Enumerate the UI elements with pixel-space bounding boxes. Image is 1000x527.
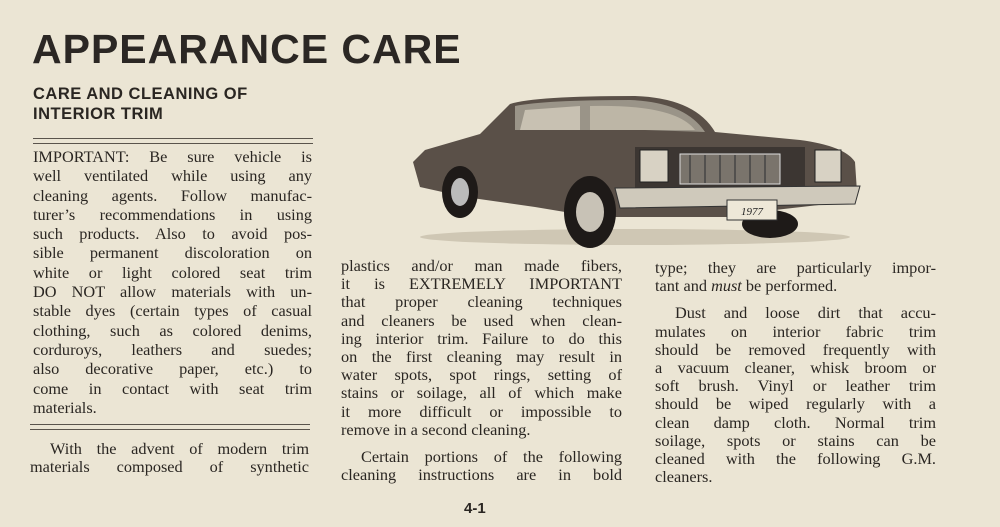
text-line: sible permanent discoloration on — [33, 243, 312, 263]
text-line: remove in a second cleaning. — [341, 419, 531, 439]
text-line: on the first cleaning may result in — [341, 347, 622, 367]
section-heading-line: CARE AND CLEANING OF — [33, 85, 248, 103]
text-line: clean damp cloth. Normal trim — [655, 412, 936, 432]
text-line: materials. — [33, 397, 97, 417]
text-line: type; they are particularly impor- — [655, 258, 936, 277]
divider — [33, 138, 313, 144]
text-line: mulates on interior fabric trim — [655, 321, 936, 341]
column-2 — [341, 257, 622, 484]
divider — [30, 424, 310, 430]
text-line: such products. Also to avoid pos- — [33, 224, 312, 244]
car-illustration — [405, 92, 865, 252]
text-line: it more difficult or impossible to — [341, 401, 622, 421]
important-notice — [33, 147, 312, 417]
text-line: it is EXTREMELY IMPORTANT — [341, 274, 622, 294]
text-line — [655, 277, 936, 295]
paragraph — [30, 440, 309, 476]
text-line: materials composed of synthetic — [30, 457, 309, 477]
text-line: soft brush. Vinyl or leather trim — [655, 376, 936, 396]
column-3 — [655, 259, 936, 486]
text-line: IMPORTANT: Be sure vehicle is — [33, 147, 312, 166]
text-line: should be removed frequently with — [655, 339, 936, 359]
emphasis: must — [711, 276, 742, 296]
text-line: should be wiped regularly with a — [655, 394, 936, 414]
text-line: turer’s recommendations in using — [33, 204, 312, 224]
text-line: well ventilated while using any — [33, 166, 312, 186]
text-line: stable dyes (certain types of casual — [33, 301, 312, 321]
page-number: 4-1 — [464, 500, 486, 517]
text-line: also decorative paper, etc.) to — [33, 359, 312, 379]
text-line: cleaners. — [655, 467, 713, 487]
license-plate: 1977 — [741, 206, 763, 218]
text-line: With the advent of modern trim — [50, 439, 309, 458]
text-line: soilage, spots or stains can be — [655, 430, 936, 450]
text-line: clothing, such as colored denims, — [33, 320, 312, 340]
text-line: come in contact with seat trim — [33, 378, 312, 398]
text-line: that proper cleaning techniques — [341, 292, 622, 312]
section-heading-line: INTERIOR TRIM — [33, 105, 164, 123]
text-line: Dust and loose dirt that accu- — [675, 303, 936, 323]
section-heading — [33, 84, 248, 124]
text-line: stains or soilage, all of which make — [341, 383, 622, 403]
text-line: ing interior trim. Failure to do this — [341, 328, 622, 348]
text-segment: be performed. — [741, 276, 838, 296]
text-line: white or light colored seat trim — [33, 262, 312, 282]
text-segment: tant and — [655, 276, 712, 296]
text-line: cleaned with the following G.M. — [655, 449, 936, 469]
text-line: plastics and/or man made fibers, — [341, 256, 622, 275]
text-line: corduroys, leathers and suedes; — [33, 339, 312, 359]
text-line: cleaning agents. Follow manufac- — [33, 185, 312, 205]
text-line: Certain portions of the following — [361, 447, 622, 467]
text-line: cleaning instructions are in bold — [341, 465, 622, 485]
text-line: and cleaners be used when clean- — [341, 310, 622, 330]
text-line: water spots, spot rings, setting of — [341, 365, 622, 385]
page-title: APPEARANCE CARE — [32, 26, 462, 72]
text-line: DO NOT allow materials with un- — [33, 282, 312, 302]
text-line: a vacuum cleaner, whisk broom or — [655, 358, 936, 378]
